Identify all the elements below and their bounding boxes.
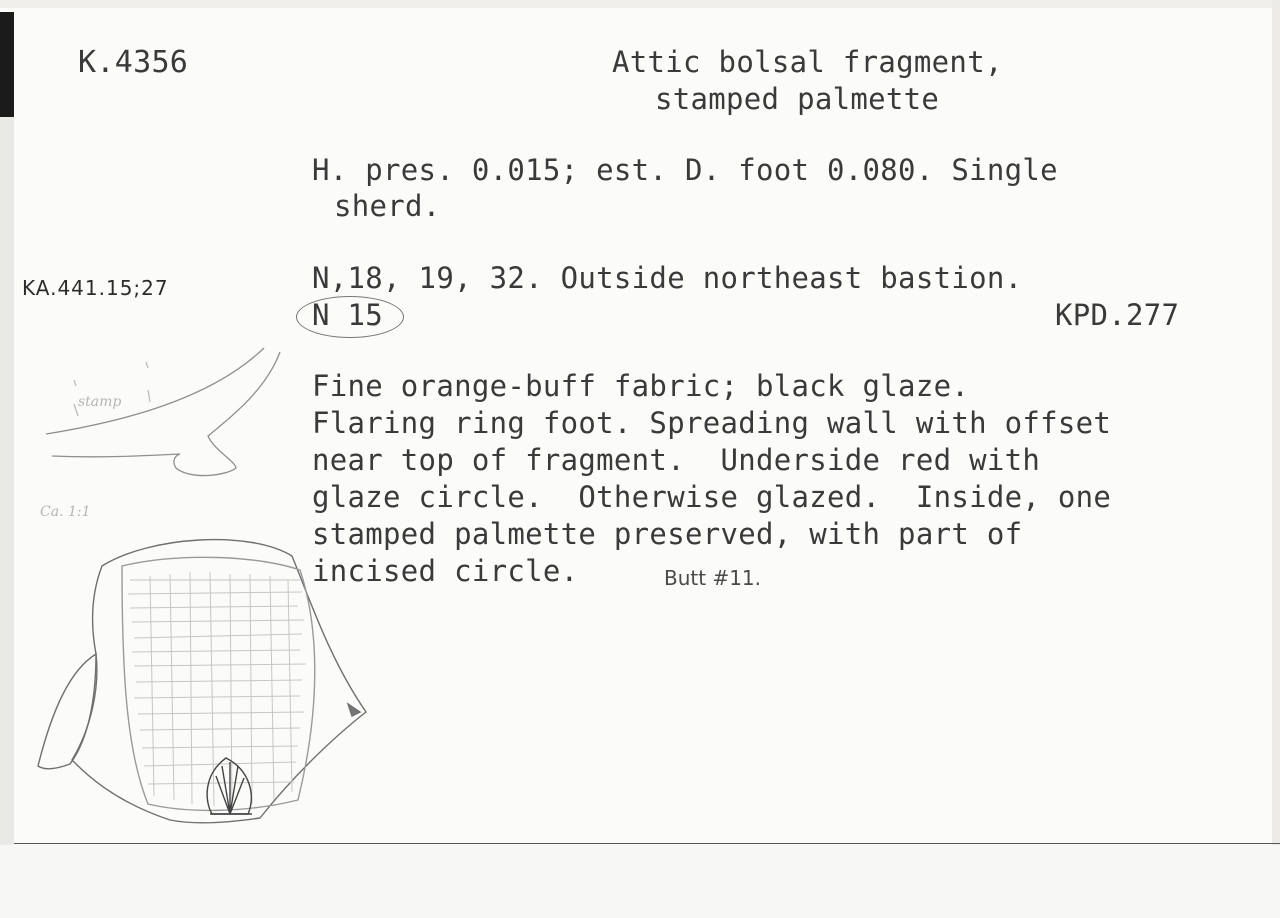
card-left-edge — [0, 117, 14, 845]
kpd-ref: KPD.277 — [1055, 298, 1180, 332]
butt-reference: Butt #11. — [664, 566, 762, 590]
description — [312, 368, 1111, 590]
dimensions-line-1: H. pres. 0.015; est. D. foot 0.080. Single — [312, 153, 1058, 187]
title-line-1: Attic bolsal fragment, — [612, 45, 1003, 79]
findspot: N,18, 19, 32. Outside northeast bastion. — [312, 261, 1023, 295]
top-strip — [0, 0, 1280, 8]
background-below-card — [0, 845, 1280, 918]
catalog-number: K.4356 — [78, 45, 189, 80]
grid-ref: N 15 — [312, 298, 384, 332]
description-line: near top of fragment. Underside red with — [312, 443, 1041, 477]
card-right-edge — [1272, 0, 1280, 845]
hatching — [128, 572, 306, 806]
description-line: Flaring ring foot. Spreading wall with offset — [312, 406, 1112, 440]
sherd-drawing — [30, 330, 380, 840]
description-line: stamped palmette preserved, with part of — [312, 517, 1023, 551]
dimensions-line-2: sherd. — [334, 189, 441, 223]
excavation-code: KA.441.15;27 — [22, 276, 169, 300]
scale-label: Ca. 1:1 — [40, 504, 91, 520]
scan-left-bar — [0, 12, 14, 117]
title-line-2: stamped palmette — [655, 82, 940, 116]
profile-section-icon — [46, 348, 280, 476]
description-line: Fine orange-buff fabric; black glaze. — [312, 369, 970, 403]
stamp-label: stamp — [78, 394, 122, 410]
description-line: incised circle. — [312, 554, 579, 588]
card-bottom-edge — [14, 843, 1280, 844]
description-line: glaze circle. Otherwise glazed. Inside, one — [312, 480, 1112, 514]
